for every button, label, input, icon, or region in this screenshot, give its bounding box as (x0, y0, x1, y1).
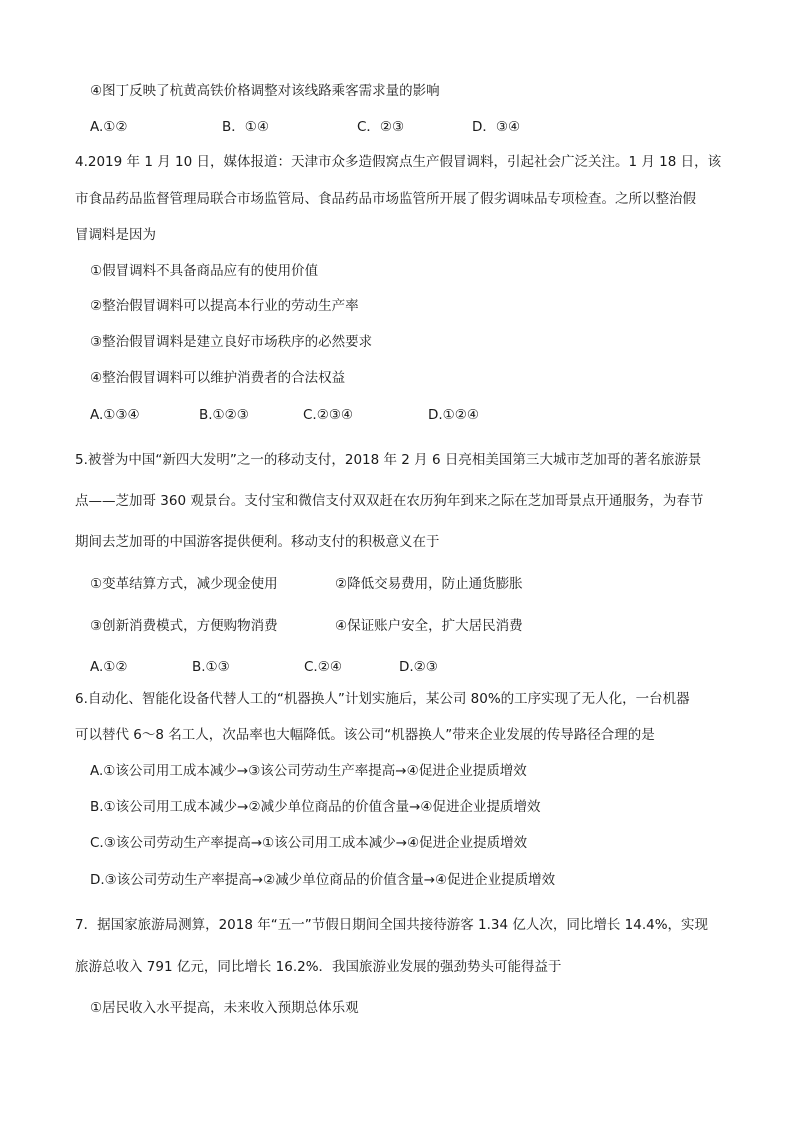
q3-choice-c: C．②③ (357, 119, 405, 135)
q5-item-1: ①变革结算方式，减少现金使用 (90, 576, 278, 592)
q7-item-1: ①居民收入水平提高，未来收入预期总体乐观 (90, 1000, 359, 1016)
q6-stem-line-2: 可以替代 6～8 名工人，次品率也大幅降低。该公司“机器换人”带来企业发展的传导路径合理的是 (75, 727, 655, 743)
q3-item-4: ④图丁反映了杭黄高铁价格调整对该线路乘客需求量的影响 (90, 83, 440, 99)
q4-choice-d: D.①②④ (428, 407, 479, 423)
q6-choice-c: C.③该公司劳动生产率提高→①该公司用工成本减少→④促进企业提质增效 (90, 835, 528, 851)
q6-choice-a: A.①该公司用工成本减少→③该公司劳动生产率提高→④促进企业提质增效 (90, 763, 527, 779)
q4-item-1: ①假冒调料不具备商品应有的使用价值 (90, 263, 319, 279)
q5-choice-c: C.②④ (304, 659, 342, 675)
q4-item-4: ④整治假冒调料可以维护消费者的合法权益 (90, 370, 346, 386)
q5-item-4: ④保证账户安全，扩大居民消费 (335, 618, 523, 634)
q4-choice-b: B.①②③ (199, 407, 249, 423)
q5-stem-line-1: 5.被誉为中国“新四大发明”之一的移动支付，2018 年 2 月 6 日亮相美国第三大城市芝加哥的著名旅游景 (75, 452, 702, 468)
q6-choice-b: B.①该公司用工成本减少→②减少单位商品的价值含量→④促进企业提质增效 (90, 799, 541, 815)
q6-stem-line-1: 6.自动化、智能化设备代替人工的“机器换人”计划实施后，某公司 80%的工序实现了无人化，一台机器 (75, 691, 690, 707)
q5-stem-line-2: 点——芝加哥 360 观景台。支付宝和微信支付双双赶在农历狗年到来之际在芝加哥景点开通服务，为春节 (75, 493, 704, 509)
q3-choice-b: B．①④ (222, 119, 269, 135)
q5-choice-b: B.①③ (192, 659, 230, 675)
q5-stem-line-3: 期间去芝加哥的中国游客提供便利。移动支付的积极意义在于 (75, 534, 440, 550)
q4-stem-line-2: 市食品药品监督管理局联合市场监管局、食品药品市场监管所开展了假劣调味品专项检查。之所以整治假 (75, 191, 696, 207)
q3-choice-d: D．③④ (472, 119, 521, 135)
q7-stem-line-2: 旅游总收入 791 亿元，同比增长 16.2%．我国旅游业发展的强劲势头可能得益于 (75, 959, 562, 975)
q4-choice-c: C.②③④ (303, 407, 354, 423)
q5-choice-d: D.②③ (399, 659, 438, 675)
q4-choice-a: A.①③④ (90, 407, 140, 423)
q3-choice-a: A.①② (90, 119, 128, 135)
q5-item-2: ②降低交易费用，防止通货膨胀 (335, 576, 523, 592)
q5-item-3: ③创新消费模式，方便购物消费 (90, 618, 278, 634)
q4-stem-line-3: 冒调料是因为 (75, 227, 156, 243)
q4-stem-line-1: 4.2019 年 1 月 10 日，媒体报道：天津市众多造假窝点生产假冒调料，引起社会广泛关注。1 月 18 日，该 (75, 154, 722, 170)
q7-stem-line-1: 7．据国家旅游局测算，2018 年“五一”节假日期间全国共接待游客 1.34 亿人次，同比增长 14.4%，实现 (75, 917, 709, 933)
q5-choice-a: A.①② (90, 659, 128, 675)
q4-item-2: ②整治假冒调料可以提高本行业的劳动生产率 (90, 298, 359, 314)
q4-item-3: ③整治假冒调料是建立良好市场秩序的必然要求 (90, 334, 373, 350)
q6-choice-d: D.③该公司劳动生产率提高→②减少单位商品的价值含量→④促进企业提质增效 (90, 872, 556, 888)
